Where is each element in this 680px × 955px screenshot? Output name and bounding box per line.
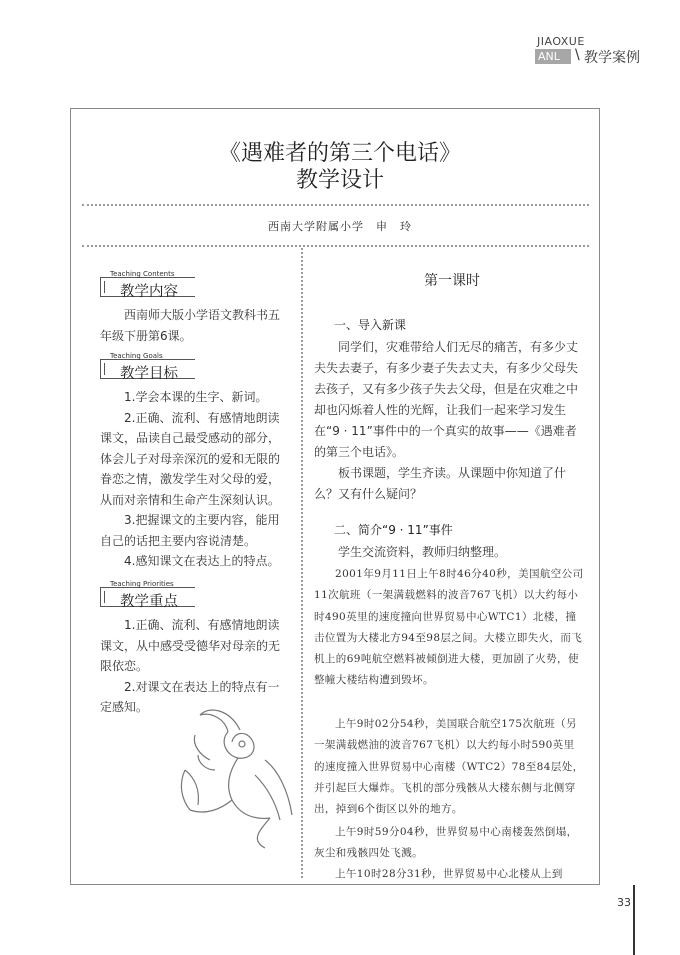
journal-header-pinyin: JIAOXUE [537,35,585,48]
section1-paragraph: 同学们，灾难带给人们无尽的痛苦，有多少丈夫失去妻子，有多少妻子失去丈夫，有多少父母失去孩子，又有多少孩子失去父母，但是在灾难之中却也闪烁着人性的光辉，让我们一起来学习发生在“9 · 11”事件中的一个真实的故事——《遇难者的第三个电话》。 [314,340,579,459]
priority-item: 1.正确、流利、有感情地朗读课文，从中感受受德华对母亲的无限依恋。 [100,618,281,673]
goals-list [100,387,280,572]
heading-en: Teaching Priorities [110,580,174,588]
article-subtitle: 教学设计 [295,168,384,193]
heading-cn: 教学重点 [120,594,178,610]
column-divider [301,248,303,878]
author-line: 西南大学附属小学 申 玲 [268,220,412,233]
section2-paragraph-3: 上午9时59分04秒，世界贸易中心南楼轰然倒塌，灰尘和残骸四处飞溅。 [314,826,578,860]
phoenix-illustration [170,700,300,850]
article-title: 《遇难者的第三个电话》 [218,141,461,166]
section2-paragraph-4: 上午10时28分31秒，世界贸易中心北楼从上到 [335,868,563,880]
heading-en: Teaching Goals [110,352,163,360]
goal-item: 3.把握课文的主要内容，能用自己的话把主要内容说清楚。 [100,513,280,548]
title-divider [82,204,589,206]
header-separator: \ [575,47,580,63]
lesson-heading: 第一课时 [424,273,480,289]
heading-en: Teaching Contents [110,270,175,278]
section2-heading: 二、简介“9 · 11”事件 [334,523,453,537]
section1-heading: 一、导入新课 [334,318,407,332]
heading-cn: 教学内容 [120,284,178,300]
heading-bracket-inner [104,591,105,603]
section-badge: ANL [535,49,571,64]
section-title: 教学案例 [584,50,640,66]
page-edge-bar [633,885,635,955]
contents-text: 西南师大版小学语文教科书五年级下册第6课。 [100,308,281,343]
section2-intro: 学生交流资料，教师归纳整理。 [338,545,507,559]
author-divider [82,245,589,247]
heading-cn: 教学目标 [120,366,178,382]
section1-question: 板书课题，学生齐读。从课题中你知道了什么？又有什么疑问？ [314,466,567,501]
goal-item: 2.正确、流利、有感情地朗读课文，品读自己最受感动的部分，体会儿子对母亲深沉的爱和无限的眷恋之情，激发学生对父母的爱，从而对亲情和生命产生深刻认识。 [100,410,281,507]
goal-item: 4.感知课文在表达上的特点。 [124,554,280,568]
section2-paragraph-2: 上午9时02分54秒，美国联合航空175次航班（另一架满载燃油的波音767飞机）以大约每小时590英里的速度撞入世界贸易中心南楼（WTC2）78至84层处，并引起巨大爆炸。飞机的部分残骸从大楼东侧与北侧穿出，掉到6个街区以外的地方。 [314,718,584,816]
priority-item: 2.对课文在表达上的特点有一定感知。 [100,679,280,714]
heading-bracket-inner [104,363,105,375]
heading-bracket-inner [104,281,105,293]
section2-paragraph-1: 2001年9月11日上午8时46分40秒，美国航空公司11次航班（一架满载燃料的波音767飞机）以大约每小时490英里的速度撞向世界贸易中心WTC1）北楼，撞击位置为大楼北方94至98层之间。大楼立即失火，而飞机上的69吨航空燃料被倾倒进大楼，更加剧了火势，使整幢大楼结构遭到毁坏。 [314,568,584,687]
goal-item: 1.学会本课的生字、新词。 [124,390,268,404]
page-number: 33 [617,896,631,909]
